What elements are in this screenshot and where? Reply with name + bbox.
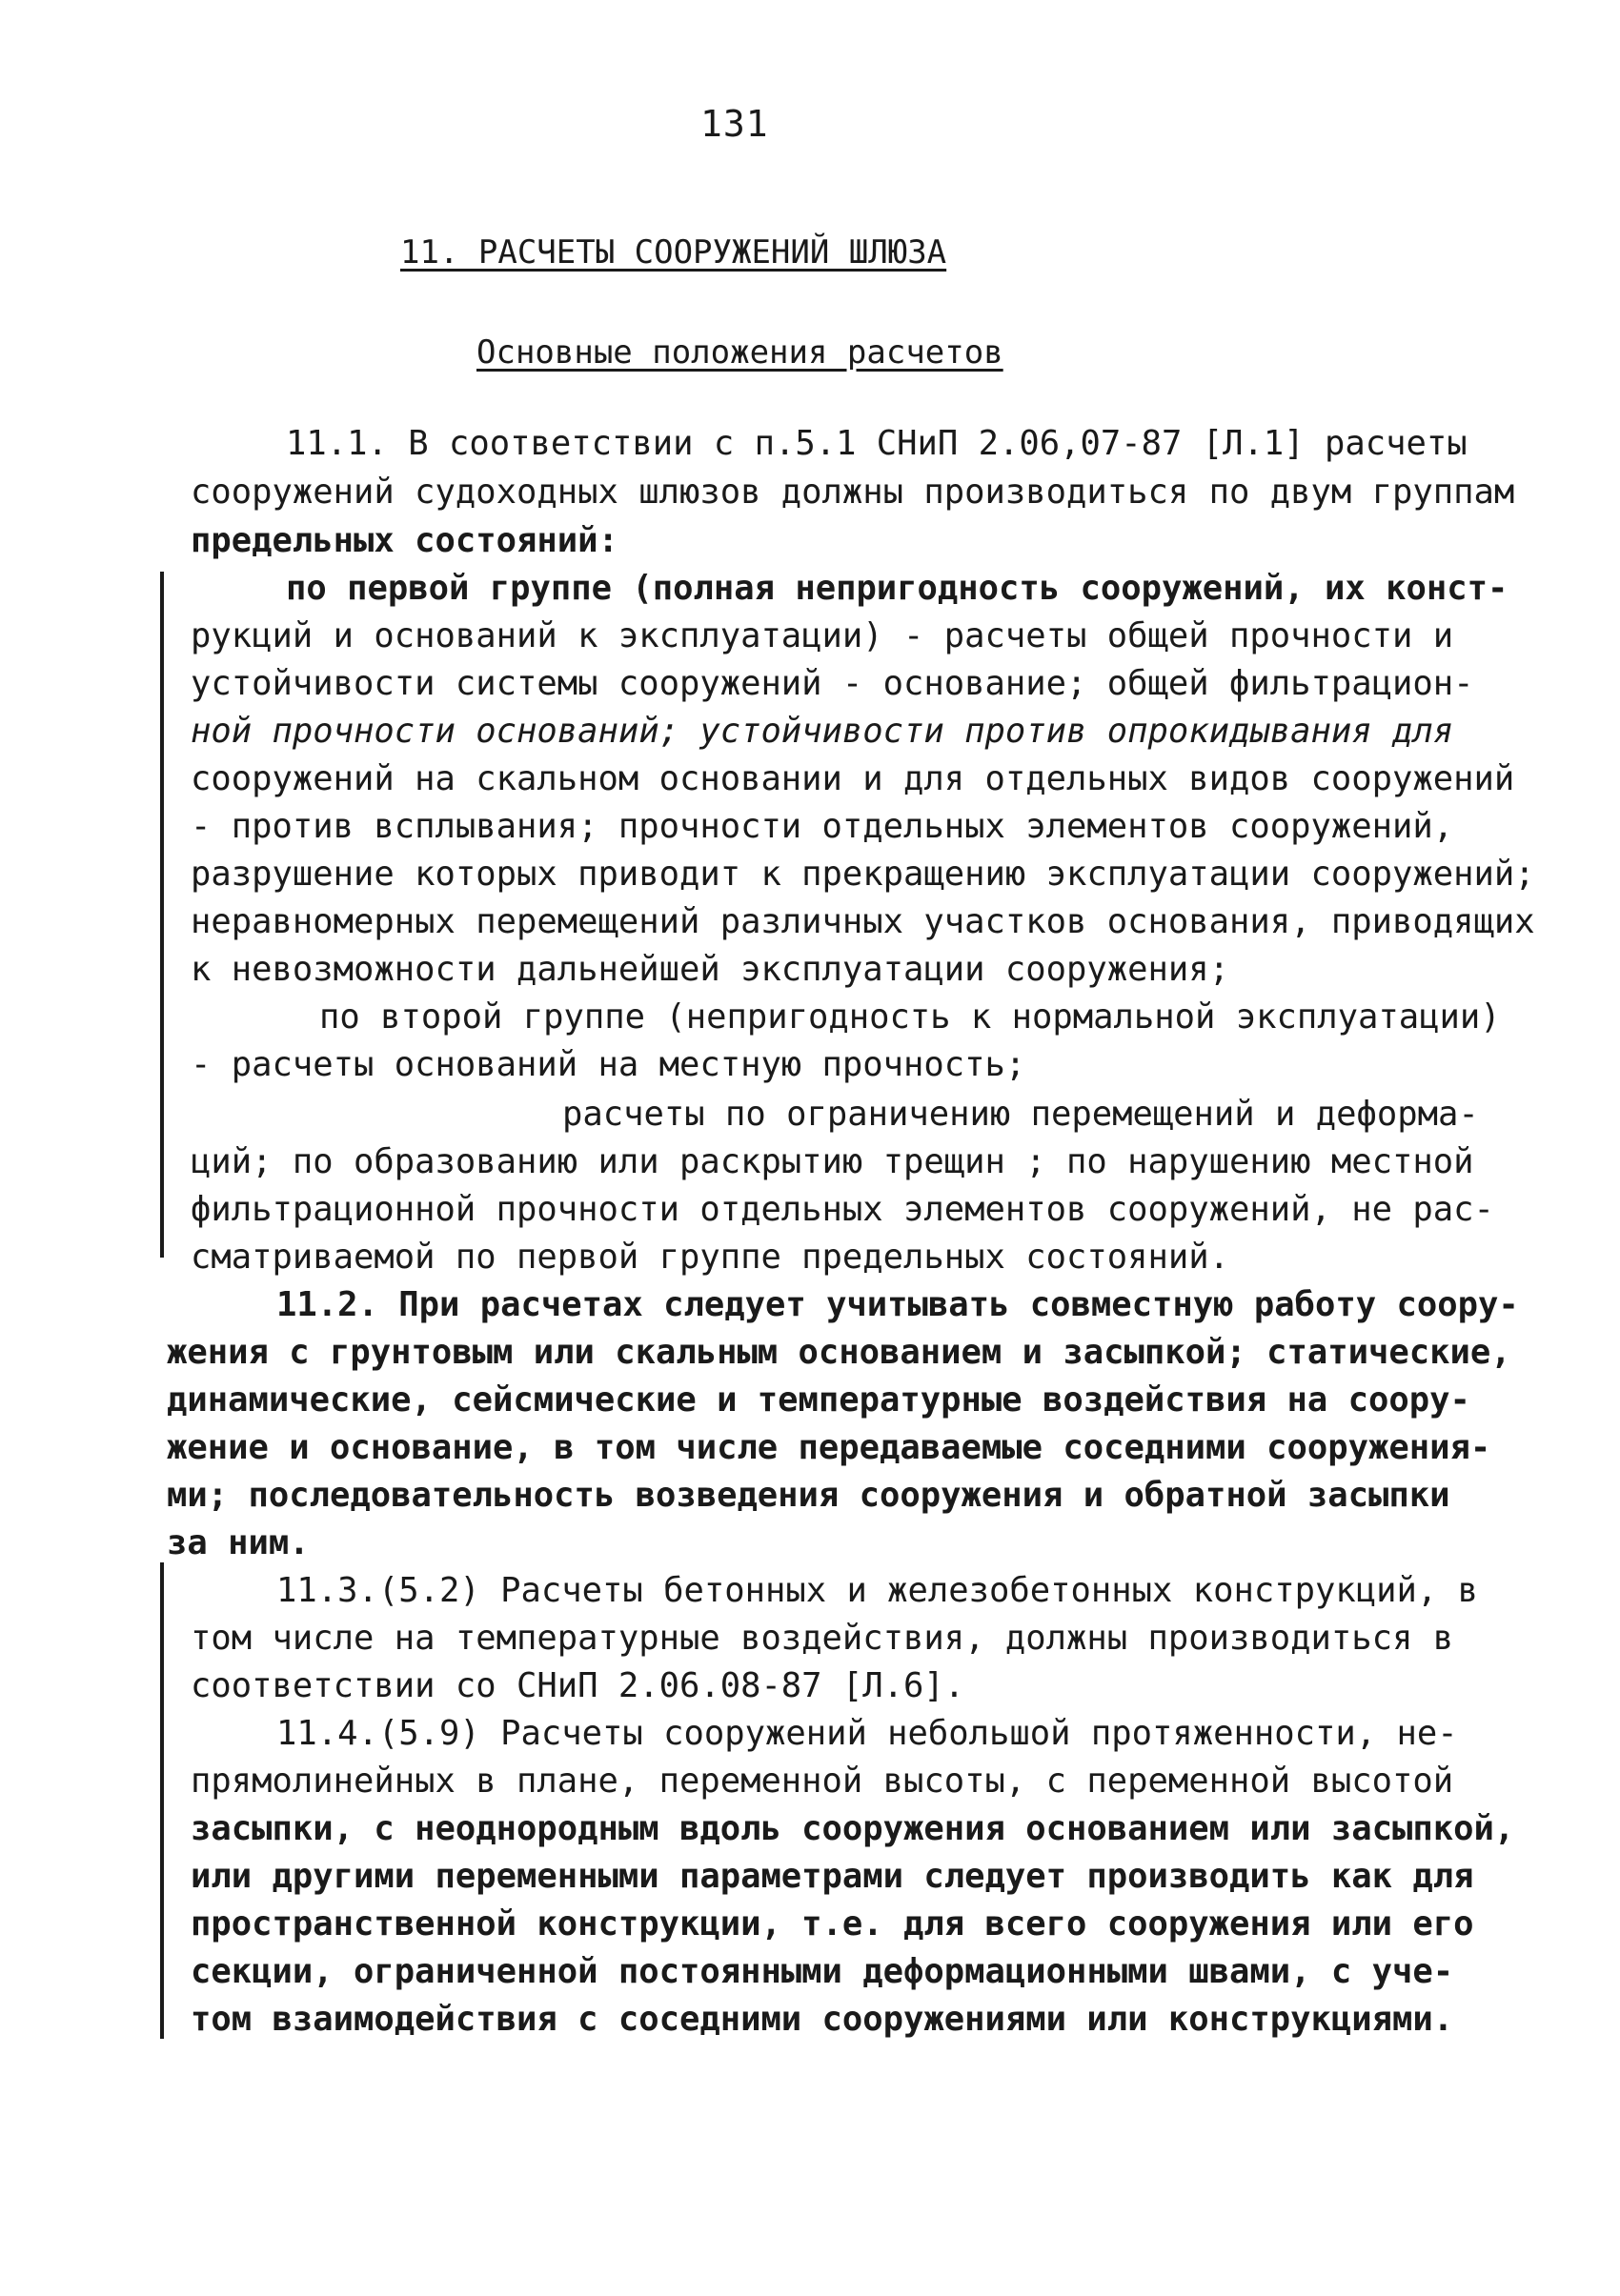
text-line: по второй группе (непригодность к нормальной эксплуатации) — [319, 997, 1501, 1037]
text-line: жения с грунтовым или скальным основанием и засыпкой; статические, — [167, 1333, 1511, 1372]
text-line: засыпки, с неоднородным вдоль сооружения основанием или засыпкой, — [191, 1809, 1515, 1848]
text-line: - расчеты оснований на местную прочность; — [191, 1045, 1026, 1084]
text-line: - против всплывания; прочности отдельных элементов сооружений, — [191, 807, 1454, 846]
text-line: соответствии со СНиП 2.06.08-87 [Л.6]. — [191, 1666, 965, 1705]
page-number: 131 — [700, 103, 769, 145]
text-line: к невозможности дальнейшей эксплуатации сооружения; — [191, 950, 1230, 989]
text-line: неравномерных перемещений различных участков основания, приводящих — [191, 902, 1535, 941]
text-line: ми; последовательность возведения сооружения и обратной засыпки — [167, 1476, 1450, 1515]
subsection-title: Основные положения расчетов — [476, 333, 1003, 372]
text-line: 11.3.(5.2) Расчеты бетонных и железобетонных конструкций, в — [276, 1571, 1478, 1610]
text-line: разрушение которых приводит к прекращению эксплуатации сооружений; — [191, 855, 1535, 894]
text-line: фильтрационной прочности отдельных элементов сооружений, не рас- — [191, 1190, 1494, 1229]
text-line: секции, ограниченной постоянными деформационными швами, с уче- — [191, 1952, 1454, 1991]
text-line: сматриваемой по первой группе предельных состояний. — [191, 1238, 1230, 1277]
text-line: рукций и оснований к эксплуатации) - расчеты общей прочности и — [191, 616, 1454, 655]
text-line: ций; по образованию или раскрытию трещин ; по нарушению местной — [191, 1142, 1474, 1181]
margin-revision-bar — [160, 1562, 164, 2039]
section-title: 11. РАСЧЕТЫ СООРУЖЕНИЙ ШЛЮЗА — [400, 233, 947, 272]
text-line: за ним. — [167, 1523, 310, 1562]
text-line: предельных состояний: — [191, 521, 618, 560]
text-line: 11.1. В соответствии с п.5.1 СНиП 2.06,07-87 [Л.1] расчеты — [286, 424, 1468, 463]
text-line: прямолинейных в плане, переменной высоты, с переменной высотой — [191, 1762, 1454, 1801]
text-line: пространственной конструкции, т.е. для всего сооружения или его — [191, 1904, 1474, 1944]
text-line: жение и основание, в том числе передаваемые соседними сооружения- — [167, 1428, 1491, 1467]
text-line: устойчивости системы сооружений - основание; общей фильтрацион- — [191, 664, 1474, 703]
text-line: по первой группе (полная непригодность сооружений, их конст- — [286, 569, 1509, 608]
text-line: или другими переменными параметрами следует производить как для — [191, 1857, 1474, 1896]
text-line: сооружений на скальном основании и для отдельных видов сооружений — [191, 759, 1515, 798]
text-line: ной прочности оснований; устойчивости против опрокидывания для — [191, 712, 1454, 751]
text-line: том взаимодействия с соседними сооружениями или конструкциями. — [191, 2000, 1454, 2039]
text-line: том числе на температурные воздействия, должны производиться в — [191, 1619, 1454, 1658]
text-line: динамические, сейсмические и температурные воздействия на соору- — [167, 1380, 1470, 1420]
margin-revision-bar — [160, 572, 164, 1258]
text-line: расчеты по ограничению перемещений и деформа- — [562, 1095, 1479, 1134]
text-line: 11.4.(5.9) Расчеты сооружений небольшой протяженности, не- — [276, 1714, 1458, 1753]
text-line: 11.2. При расчетах следует учитывать совместную работу соору- — [276, 1285, 1519, 1324]
text-line: сооружений судоходных шлюзов должны производиться по двум группам — [191, 473, 1515, 512]
